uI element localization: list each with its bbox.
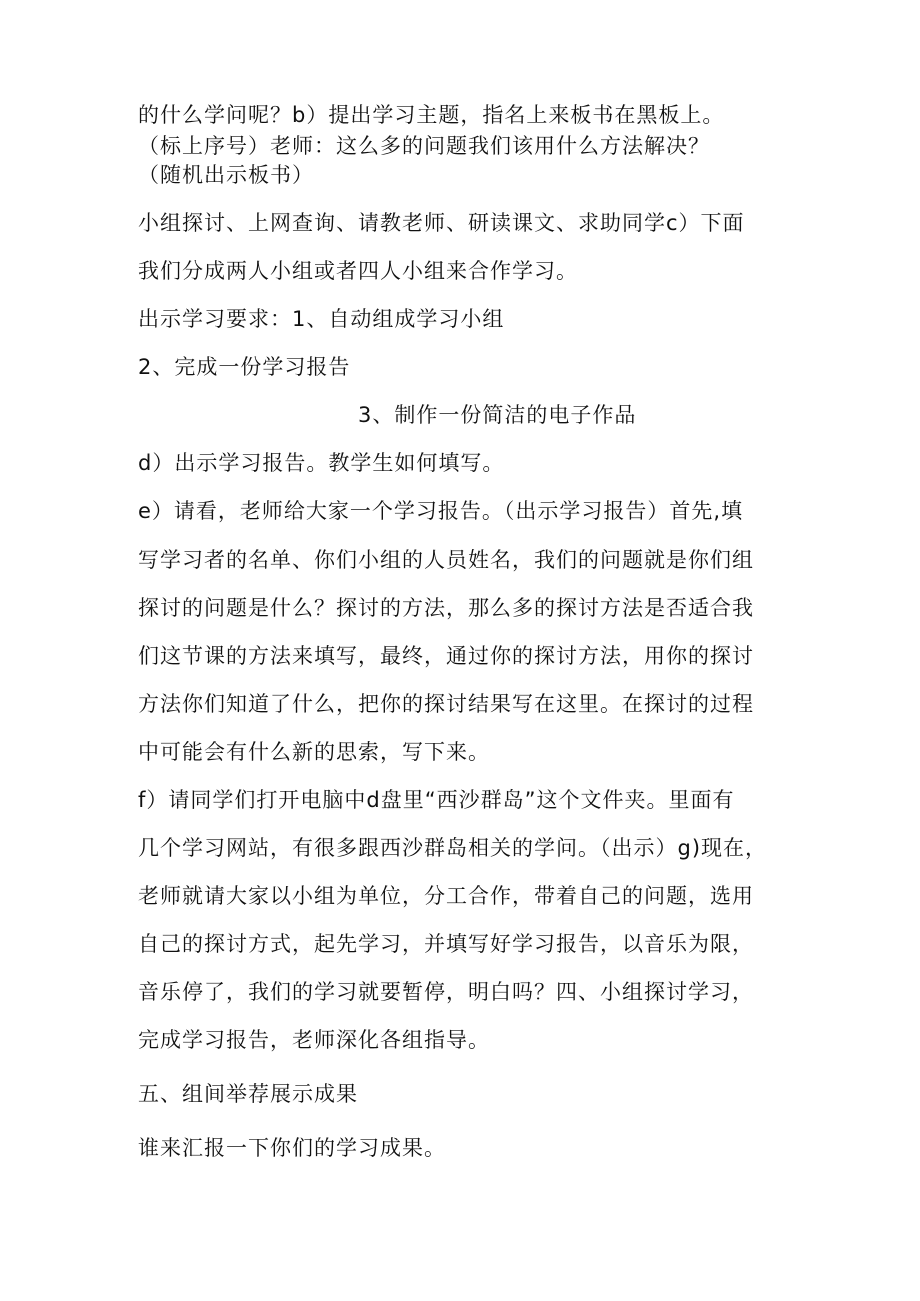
text-line: 们这节课的方法来填写，最终，通过你的探讨方法，用你的探讨	[138, 644, 754, 668]
text-line: 中可能会有什么新的思索，写下来。	[138, 740, 490, 764]
text-line: 探讨的问题是什么？探讨的方法，那么多的探讨方法是否适合我	[138, 596, 754, 620]
text-line: 的什么学问呢？b）提出学习主题，指名上来板书在黑板上。	[138, 103, 725, 127]
text-line: 几个学习网站，有很多跟西沙群岛相关的学问。（出示）g)现在，	[138, 836, 768, 860]
text-line: f）请同学们打开电脑中d盘里“西沙群岛”这个文件夹。里面有	[138, 788, 735, 812]
text-line: 方法你们知道了什么，把你的探讨结果写在这里。在探讨的过程	[138, 692, 754, 716]
text-line: d）出示学习报告。教学生如何填写。	[138, 451, 505, 475]
text-line: 完成学习报告，老师深化各组指导。	[138, 1028, 490, 1052]
text-line: 五、组间举荐展示成果	[138, 1082, 358, 1106]
text-line: （随机出示板书）	[138, 163, 314, 187]
text-line: 小组探讨、上网查询、请教老师、研读课文、求助同学c）下面	[138, 211, 745, 235]
text-line: 2、完成一份学习报告	[138, 355, 351, 379]
text-line: 我们分成两人小组或者四人小组来合作学习。	[138, 259, 578, 283]
text-line: 谁来汇报一下你们的学习成果。	[138, 1136, 446, 1160]
text-line: 老师就请大家以小组为单位，分工合作，带着自己的问题，选用	[138, 884, 754, 908]
text-line: 3、制作一份简洁的电子作品	[358, 403, 637, 427]
text-line: e）请看，老师给大家一个学习报告。（出示学习报告）首先,填	[138, 499, 744, 523]
text-line: 写学习者的名单、你们小组的人员姓名，我们的问题就是你们组	[138, 548, 754, 572]
text-line: 自己的探讨方式，起先学习，并填写好学习报告，以音乐为限，	[138, 932, 754, 956]
text-line: 音乐停了，我们的学习就要暂停，明白吗？四、小组探讨学习，	[138, 980, 754, 1004]
text-line: （标上序号）老师：这么多的问题我们该用什么方法解决？	[138, 134, 710, 158]
text-line: 出示学习要求：1、自动组成学习小组	[138, 307, 505, 331]
